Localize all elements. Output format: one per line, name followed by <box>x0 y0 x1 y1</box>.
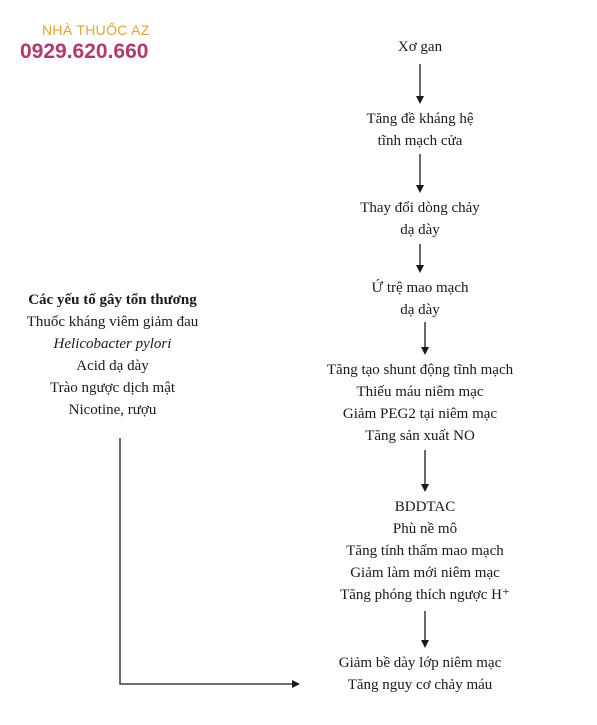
node-line: Tăng sản xuất NO <box>365 428 475 444</box>
node-line: dạ dày <box>400 222 440 238</box>
node-line: Giảm bề dày lớp niêm mạc <box>338 655 502 671</box>
arrow-factors <box>120 438 296 684</box>
node-line: Giảm PEG2 tại niêm mạc <box>342 406 498 422</box>
factor-item: Thuốc kháng viêm giảm đau <box>26 314 199 330</box>
node-line: Thiếu máu niêm mạc <box>356 384 484 400</box>
brand-name: NHÀ THUỐC AZ <box>42 22 150 38</box>
node-line: Tăng phóng thích ngược H⁺ <box>340 587 510 603</box>
factor-item: Trào ngược dịch mật <box>49 380 176 396</box>
factor-item: Helicobacter pylori <box>53 336 172 352</box>
node-line: Giảm làm mới niêm mạc <box>350 565 500 581</box>
factor-item: Acid dạ dày <box>76 358 149 374</box>
node-line: Phù nề mô <box>392 521 458 537</box>
node-line: Tăng nguy cơ chảy máu <box>347 677 493 693</box>
node-line: Tăng tính thấm mao mạch <box>346 543 504 559</box>
node-line: Xơ gan <box>397 39 443 55</box>
node-line: Tăng tạo shunt động tĩnh mạch <box>326 362 514 378</box>
node-line: Thay đổi dòng chảy <box>360 200 480 216</box>
node-line: Tăng đề kháng hệ <box>366 111 474 127</box>
factors-title: Các yếu tố gây tổn thương <box>28 292 197 308</box>
node-line: BDDTAC <box>394 499 456 515</box>
factor-item: Nicotine, rượu <box>68 402 157 418</box>
node-line: tĩnh mạch cửa <box>377 133 463 149</box>
node-line: Ứ trệ mao mạch <box>371 280 469 296</box>
node-line: dạ dày <box>400 302 440 318</box>
brand-phone: 0929.620.660 <box>20 40 149 63</box>
